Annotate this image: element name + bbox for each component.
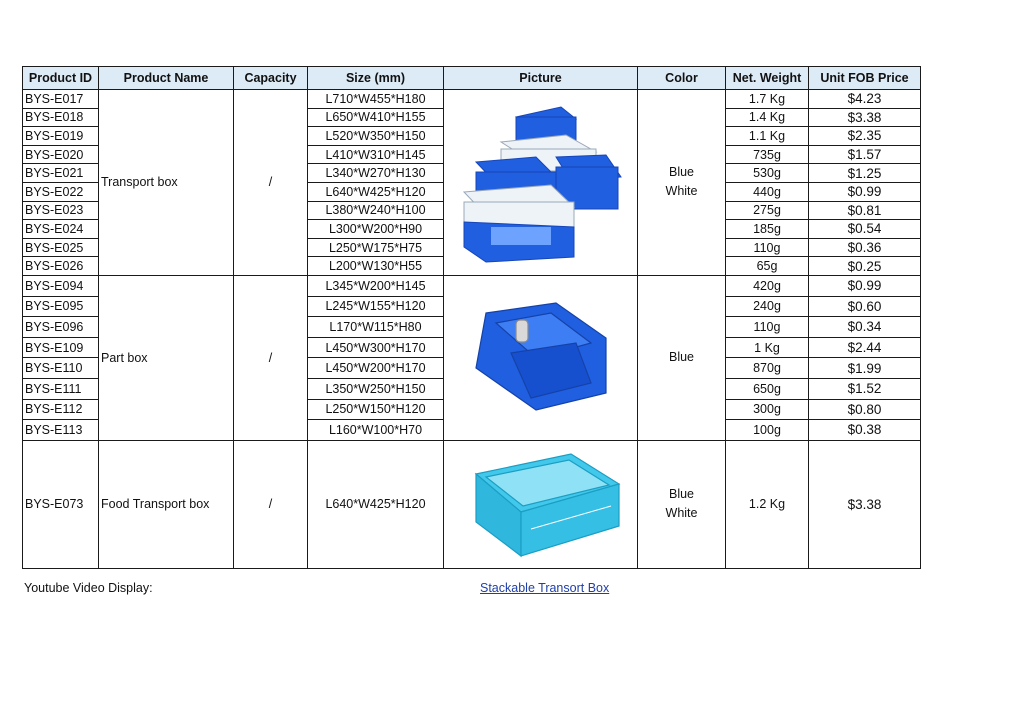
product-id-cell: BYS-E112: [23, 399, 99, 420]
size-cell: L350*W250*H150: [308, 378, 444, 399]
header-product-id: Product ID: [23, 67, 99, 90]
color-value: White: [665, 184, 698, 199]
price-cell: $2.35: [809, 127, 921, 146]
color-value: Blue: [668, 487, 695, 502]
product-id-cell: BYS-E094: [23, 275, 99, 296]
capacity-cell: /: [234, 440, 308, 568]
product-id-cell: BYS-E020: [23, 145, 99, 164]
table-row: [23, 90, 921, 109]
stacked-transport-boxes-icon: [444, 90, 637, 275]
size-cell: L380*W240*H100: [308, 201, 444, 220]
net-weight-cell: 110g: [726, 238, 809, 257]
size-cell: L300*W200*H90: [308, 220, 444, 239]
size-cell: L450*W200*H170: [308, 358, 444, 379]
size-cell: L170*W115*H80: [308, 317, 444, 338]
price-cell: $1.57: [809, 145, 921, 164]
size-cell: L450*W300*H170: [308, 337, 444, 358]
net-weight-cell: 300g: [726, 399, 809, 420]
net-weight-cell: 1.1 Kg: [726, 127, 809, 146]
product-id-cell: BYS-E021: [23, 164, 99, 183]
size-cell: L200*W130*H55: [308, 257, 444, 276]
product-id-cell: BYS-E073: [23, 440, 99, 568]
net-weight-cell: 1 Kg: [726, 337, 809, 358]
product-id-cell: BYS-E113: [23, 420, 99, 441]
capacity-cell: /: [234, 90, 308, 276]
part-bin-icon: [444, 276, 637, 440]
price-cell: $0.99: [809, 275, 921, 296]
color-value: Blue: [668, 350, 695, 365]
price-cell: $2.44: [809, 337, 921, 358]
price-cell: $1.25: [809, 164, 921, 183]
size-cell: L250*W150*H120: [308, 399, 444, 420]
color-value: White: [665, 506, 698, 521]
header-product-name: Product Name: [99, 67, 234, 90]
product-name-cell: Food Transport box: [99, 440, 234, 568]
size-cell: L650*W410*H155: [308, 108, 444, 127]
header-net-weight: Net. Weight: [726, 67, 809, 90]
color-cell: [638, 440, 726, 568]
size-cell: L245*W155*H120: [308, 296, 444, 317]
product-id-cell: BYS-E109: [23, 337, 99, 358]
price-cell: $0.25: [809, 257, 921, 276]
price-cell: $1.52: [809, 378, 921, 399]
product-name-cell: Part box: [99, 275, 234, 440]
picture-cell: [444, 440, 638, 568]
capacity-cell: /: [234, 275, 308, 440]
color-value: Blue: [668, 165, 695, 180]
color-cell: [638, 90, 726, 276]
header-picture: Picture: [444, 67, 638, 90]
price-cell: $3.38: [809, 108, 921, 127]
net-weight-cell: 530g: [726, 164, 809, 183]
table-row: [23, 440, 921, 568]
product-id-cell: BYS-E096: [23, 317, 99, 338]
price-cell: $0.99: [809, 182, 921, 201]
product-id-cell: BYS-E111: [23, 378, 99, 399]
net-weight-cell: 65g: [726, 257, 809, 276]
picture-cell: [444, 90, 638, 276]
net-weight-cell: 240g: [726, 296, 809, 317]
product-id-cell: BYS-E019: [23, 127, 99, 146]
header-size: Size (mm): [308, 67, 444, 90]
product-table: [22, 66, 921, 569]
net-weight-cell: 275g: [726, 201, 809, 220]
net-weight-cell: 185g: [726, 220, 809, 239]
picture-cell: [444, 275, 638, 440]
product-id-cell: BYS-E095: [23, 296, 99, 317]
table-header-row: [23, 67, 921, 90]
food-crate-icon: [444, 441, 637, 568]
price-cell: $0.60: [809, 296, 921, 317]
product-id-cell: BYS-E110: [23, 358, 99, 379]
net-weight-cell: 100g: [726, 420, 809, 441]
size-cell: L345*W200*H145: [308, 275, 444, 296]
size-cell: L640*W425*H120: [308, 182, 444, 201]
net-weight-cell: 110g: [726, 317, 809, 338]
table-row: [23, 275, 921, 296]
net-weight-cell: 420g: [726, 275, 809, 296]
net-weight-cell: 1.7 Kg: [726, 90, 809, 109]
net-weight-cell: 870g: [726, 358, 809, 379]
color-cell: [638, 275, 726, 440]
net-weight-cell: 440g: [726, 182, 809, 201]
price-cell: $4.23: [809, 90, 921, 109]
youtube-video-label: Youtube Video Display:: [24, 581, 153, 595]
price-cell: $1.99: [809, 358, 921, 379]
net-weight-cell: 1.2 Kg: [726, 440, 809, 568]
net-weight-cell: 650g: [726, 378, 809, 399]
size-cell: L520*W350*H150: [308, 127, 444, 146]
price-cell: $0.80: [809, 399, 921, 420]
price-cell: $0.38: [809, 420, 921, 441]
product-id-cell: BYS-E025: [23, 238, 99, 257]
size-cell: L710*W455*H180: [308, 90, 444, 109]
size-cell: L250*W175*H75: [308, 238, 444, 257]
size-cell: L340*W270*H130: [308, 164, 444, 183]
size-cell: L160*W100*H70: [308, 420, 444, 441]
product-id-cell: BYS-E022: [23, 182, 99, 201]
net-weight-cell: 735g: [726, 145, 809, 164]
product-id-cell: BYS-E023: [23, 201, 99, 220]
price-cell: $0.34: [809, 317, 921, 338]
size-cell: L410*W310*H145: [308, 145, 444, 164]
product-name-cell: Transport box: [99, 90, 234, 276]
product-id-cell: BYS-E026: [23, 257, 99, 276]
stackable-transport-box-video-link[interactable]: Stackable Transort Box: [480, 581, 610, 595]
net-weight-cell: 1.4 Kg: [726, 108, 809, 127]
price-cell: $3.38: [809, 440, 921, 568]
product-id-cell: BYS-E018: [23, 108, 99, 127]
price-cell: $0.54: [809, 220, 921, 239]
header-unit-price: Unit FOB Price: [809, 67, 921, 90]
price-cell: $0.81: [809, 201, 921, 220]
product-id-cell: BYS-E024: [23, 220, 99, 239]
size-cell: L640*W425*H120: [308, 440, 444, 568]
header-color: Color: [638, 67, 726, 90]
header-capacity: Capacity: [234, 67, 308, 90]
price-cell: $0.36: [809, 238, 921, 257]
product-id-cell: BYS-E017: [23, 90, 99, 109]
